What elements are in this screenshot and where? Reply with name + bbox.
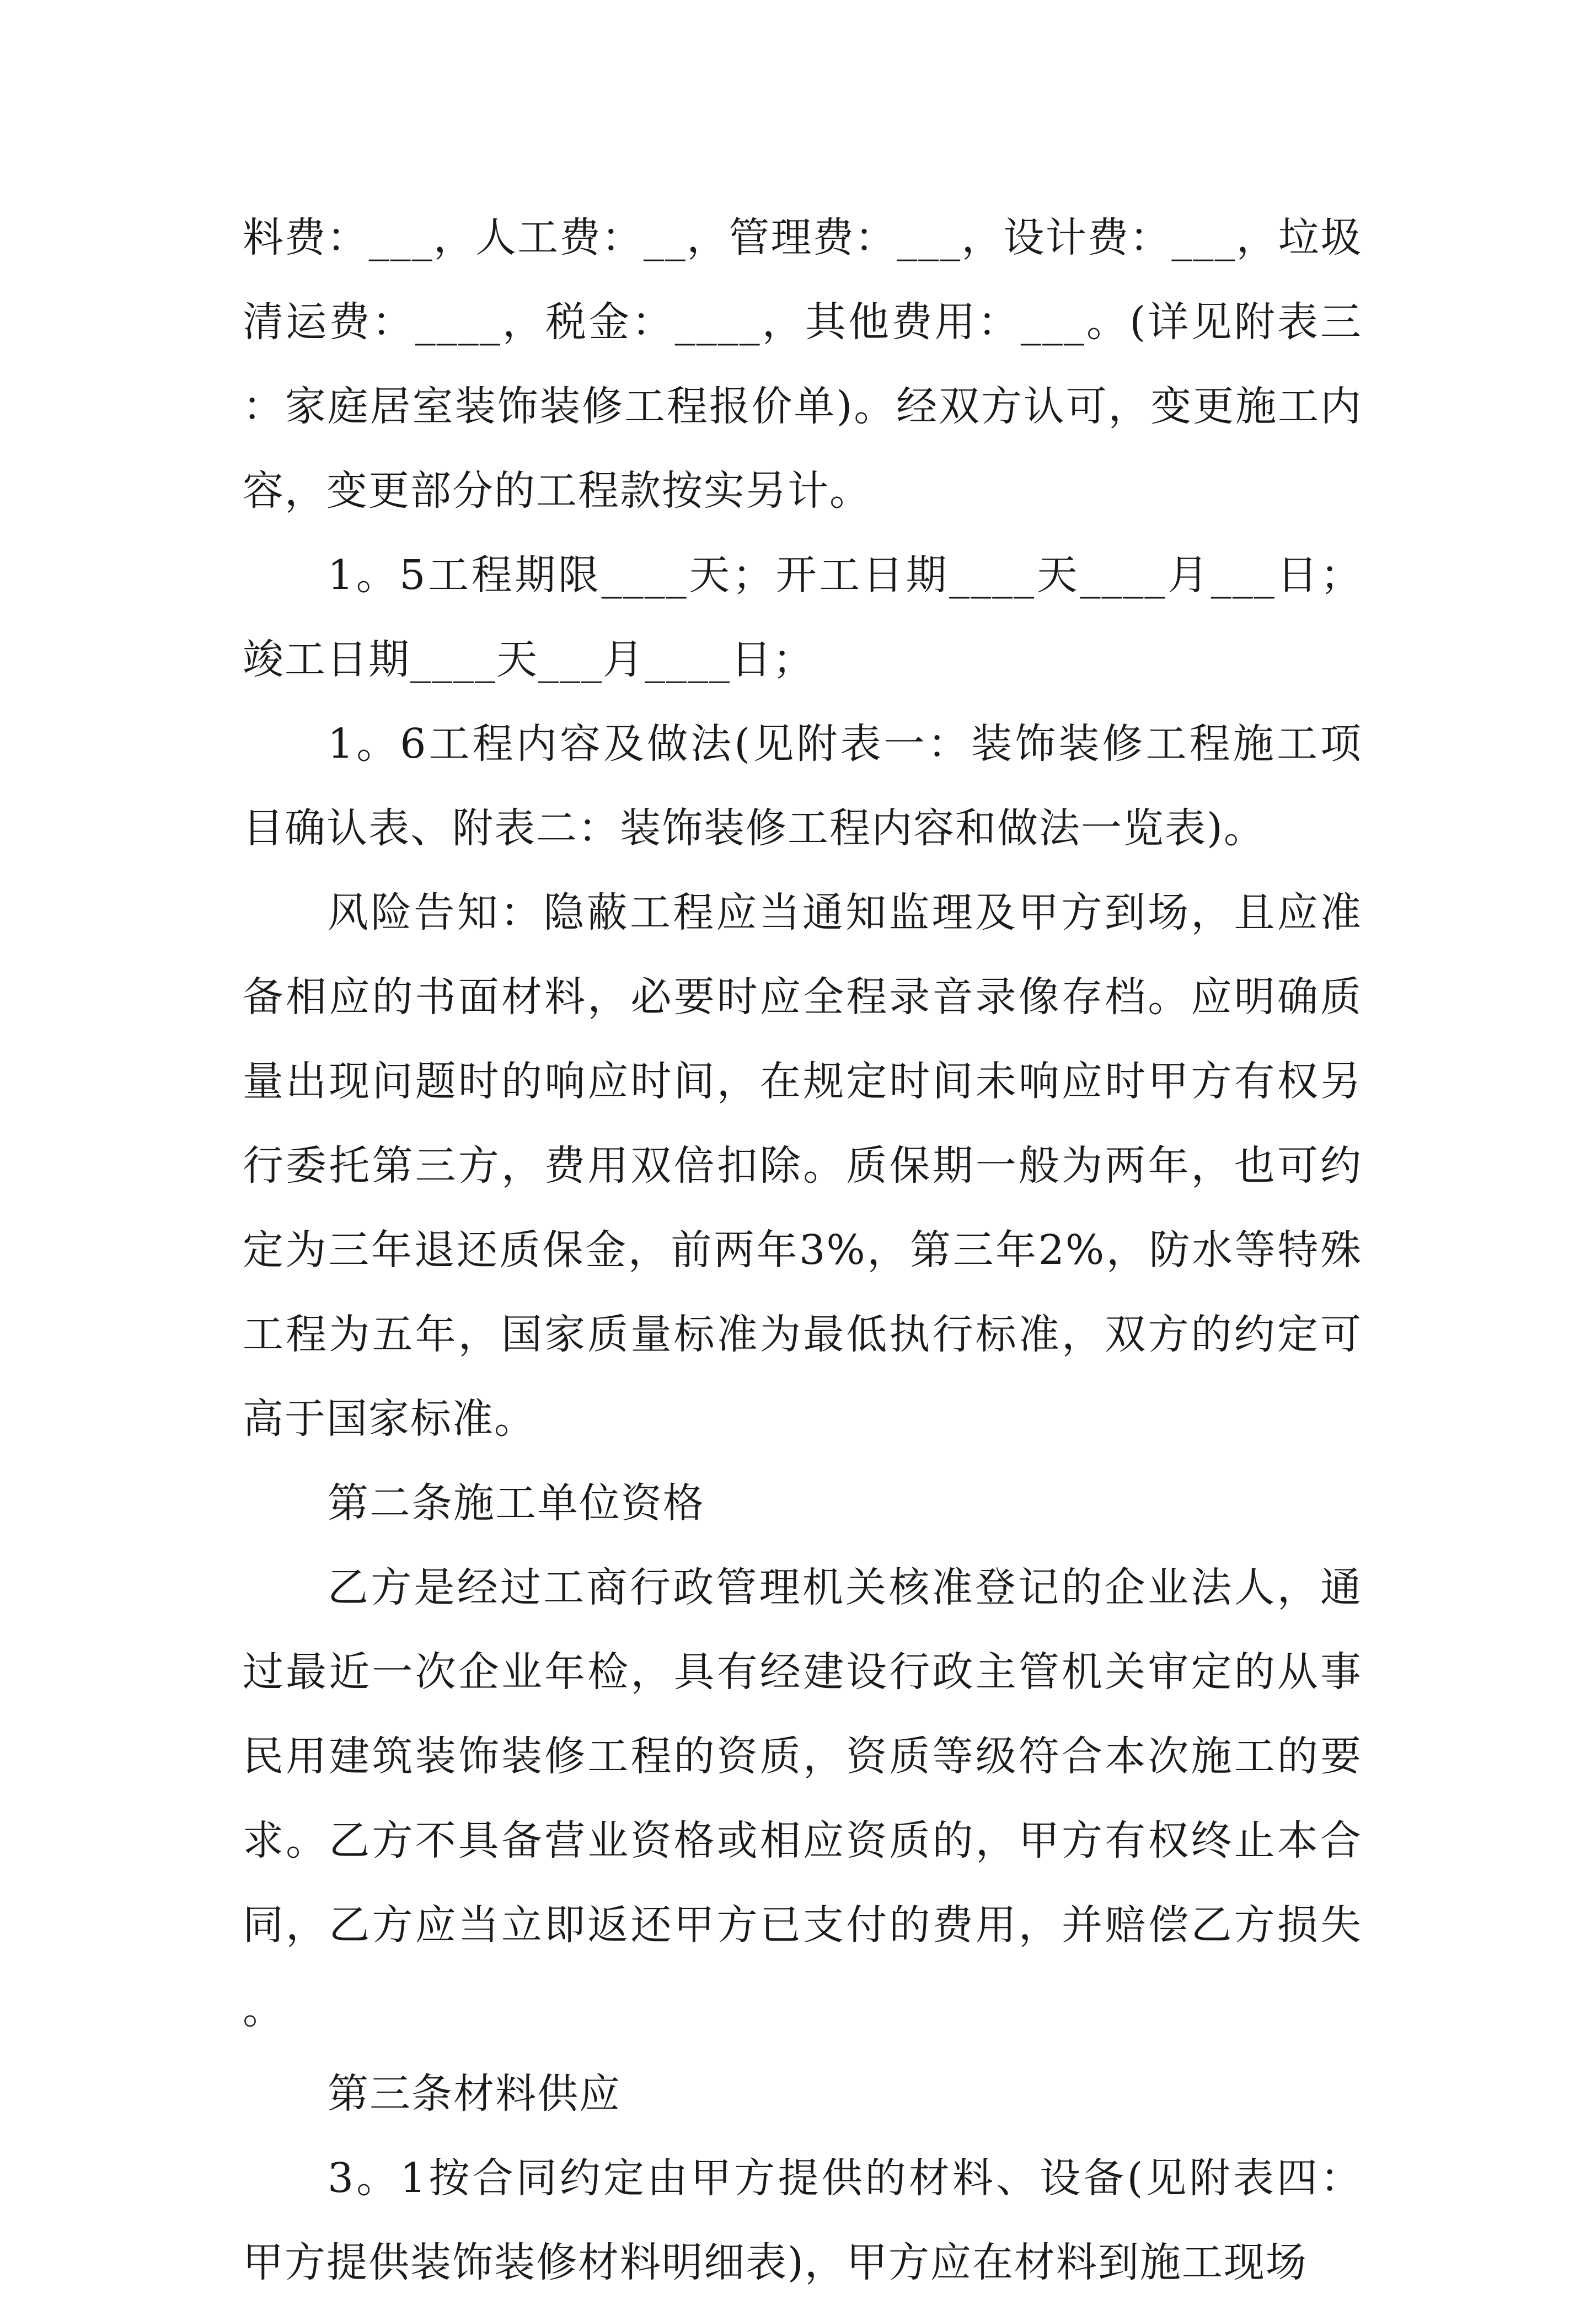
section-heading-article-3: 第三条材料供应 [328,2070,621,2118]
paragraph-1-5-project-period: 1。5工程期限____天；开工日期____天____月___日；竣工日期____天___月____日； [243,551,1362,683]
section-heading-article-2: 第二条施工单位资格 [328,1480,705,1527]
paragraph-3-1-material-supply: 3。1按合同约定由甲方提供的材料、设备(见附表四：甲方提供装饰装修材料明细表)，甲方应在材料到施工现场 [243,2154,1362,2286]
paragraph-fee-breakdown: 料费：___，人工费：__，管理费：___，设计费：___，垃圾清运费：____，税金：____，其他费用：___。(详见附表三：家庭居室装饰装修工程报价单)。经双方认可，变更施工内容，变更部分的工程款按实另计。 [243,214,1362,514]
paragraph-risk-notice: 风险告知：隐蔽工程应当通知监理及甲方到场，且应准备相应的书面材料，必要时应全程录音录像存档。应明确质量出现问题时的响应时间，在规定时间未响应时甲方有权另行委托第三方，费用双倍扣除。质保期一般为两年，也可约定为三年退还质保金，前两年3%，第三年2%，防水等特殊工程为五年，国家质量标准为最低执行标准，双方的约定可高于国家标准。 [243,889,1362,1443]
paragraph-contractor-qualification: 乙方是经过工商行政管理机关核准登记的企业法人，通过最近一次企业年检，具有经建设行政主管机关审定的从事民用建筑装饰装修工程的资质，资质等级符合本次施工的要求。乙方不具备营业资格或相应资质的，甲方有权终止本合同，乙方应当立即返还甲方已支付的费用，并赔偿乙方损失。 [243,1564,1362,2033]
paragraph-1-6-project-content: 1。6工程内容及做法(见附表一：装饰装修工程施工项目确认表、附表二：装饰装修工程内容和做法一览表)。 [243,720,1362,852]
document-body [243,196,1362,2305]
